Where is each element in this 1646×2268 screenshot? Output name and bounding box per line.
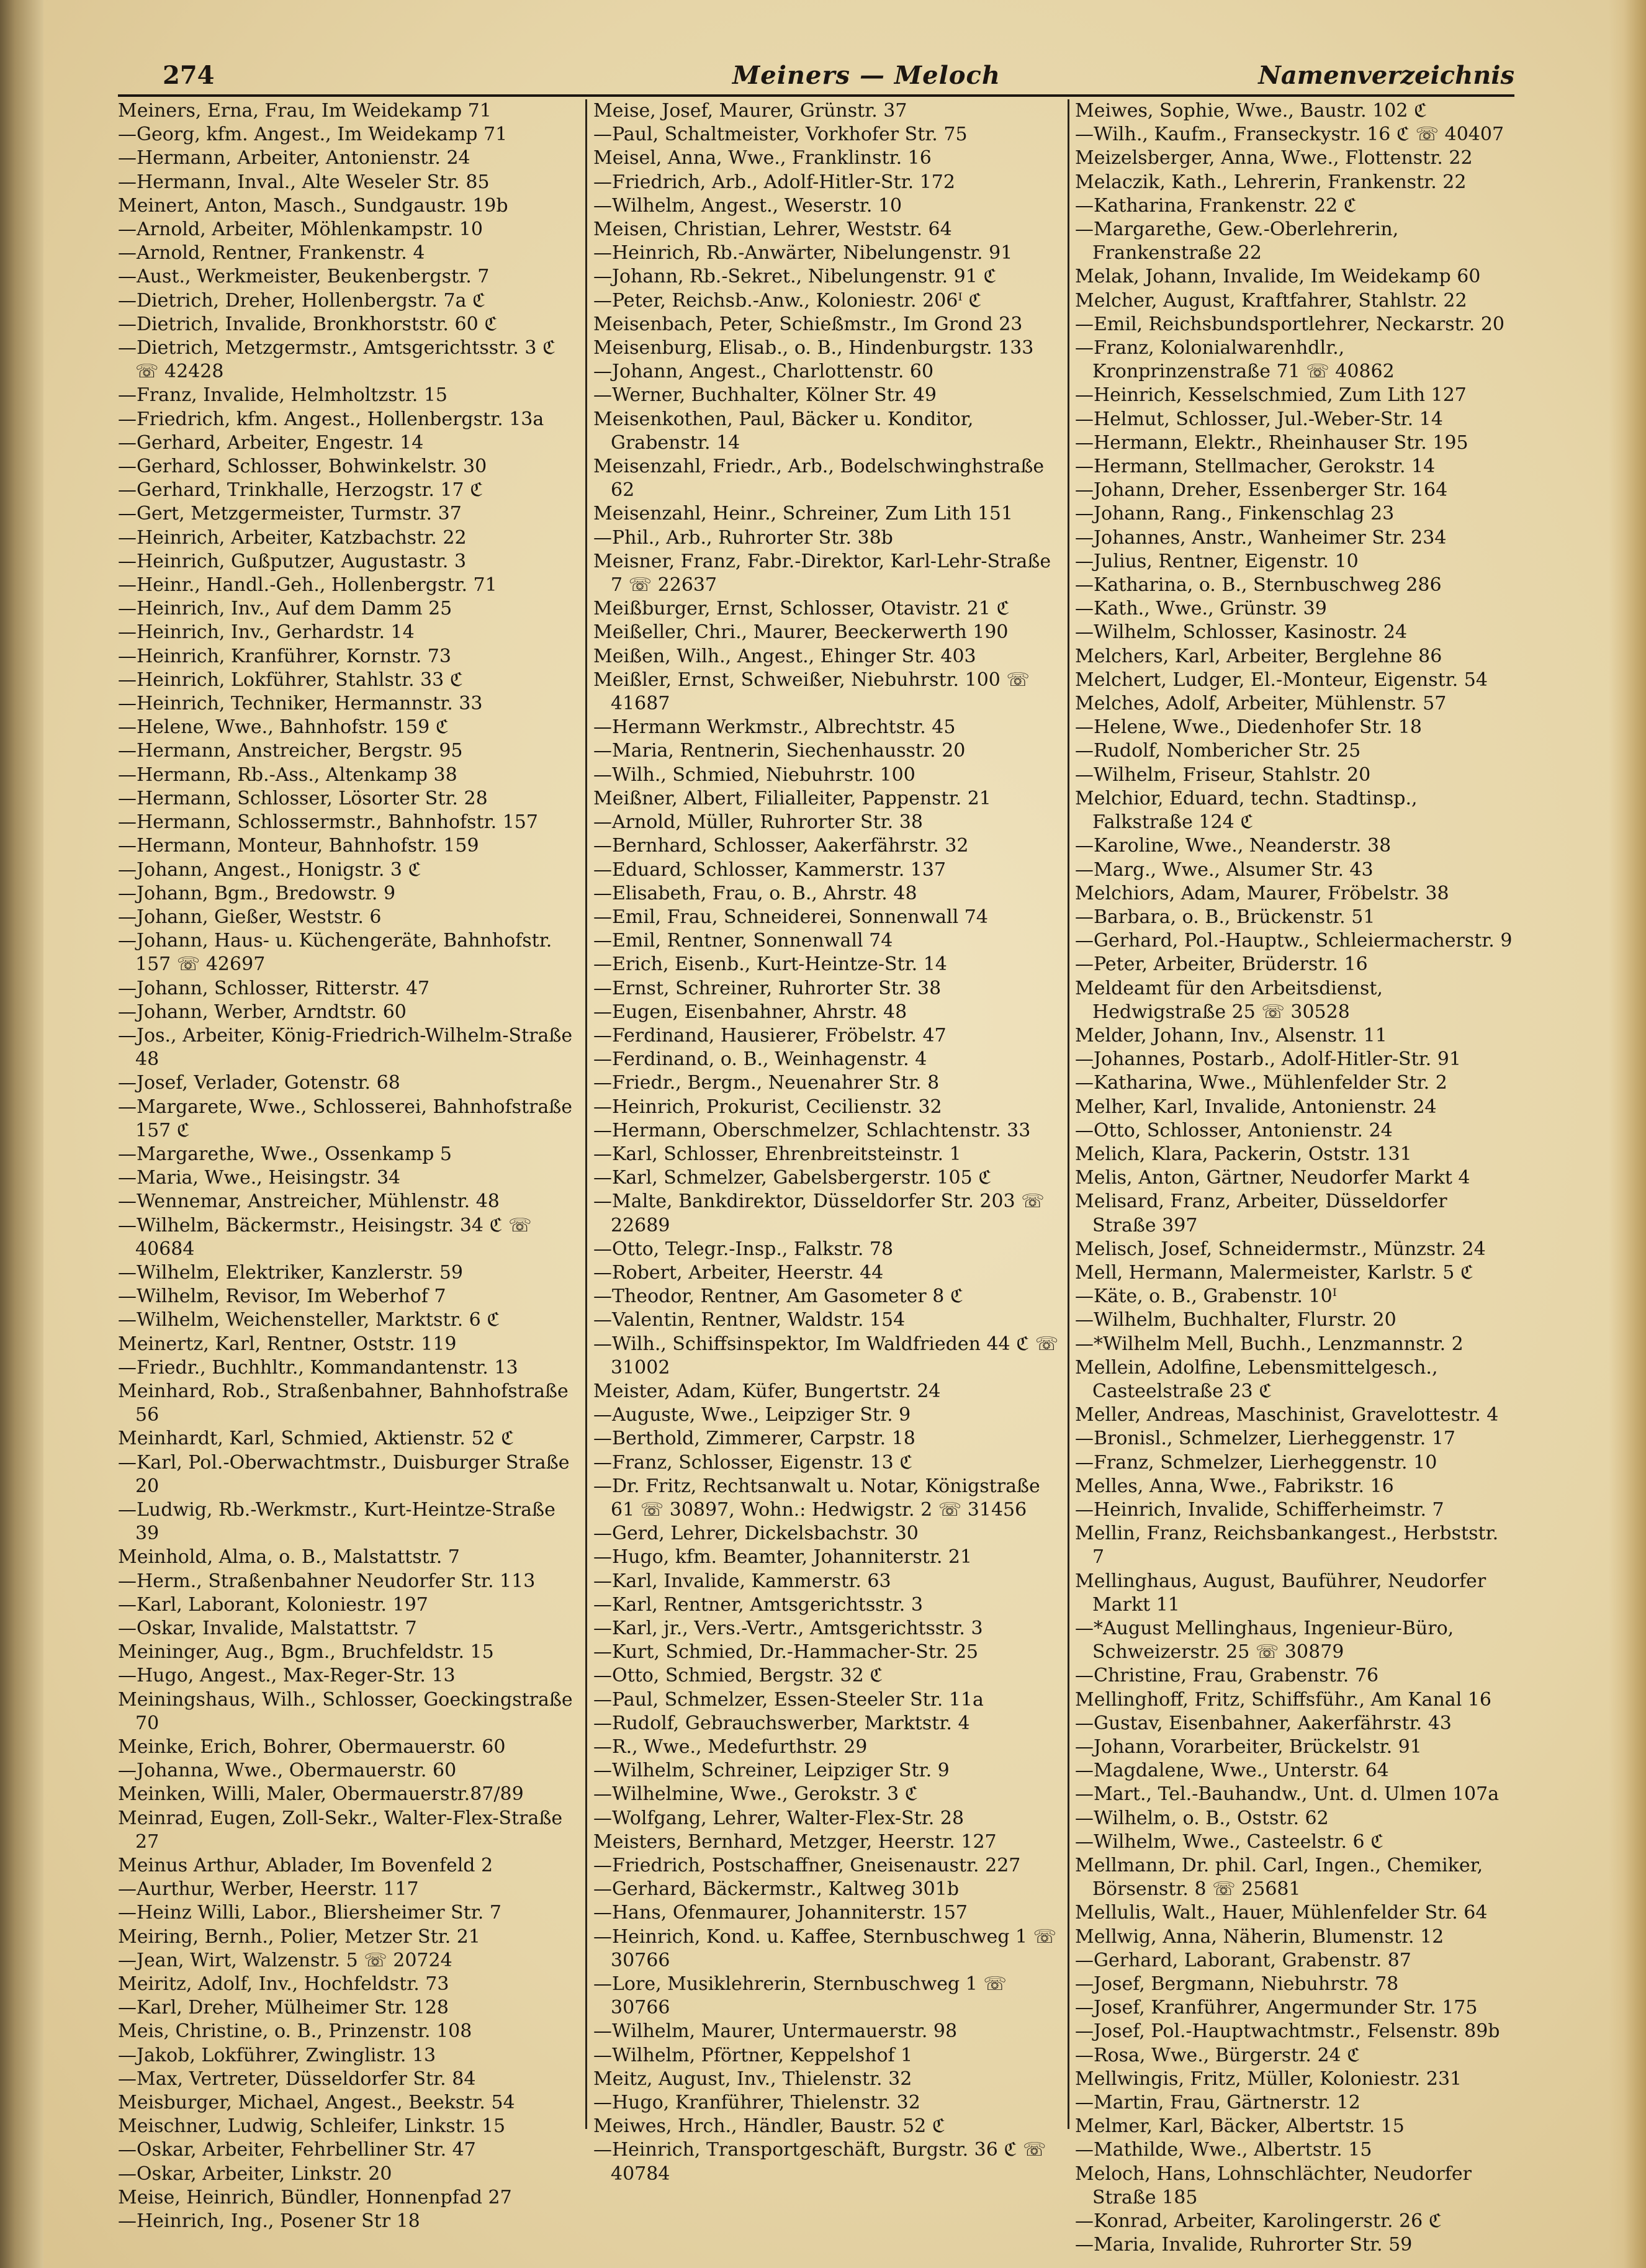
directory-entry: —Hermann, Schlossermstr., Bahnhofstr. 157 bbox=[118, 811, 538, 834]
directory-entry: —Ferdinand, Hausierer, Fröbelstr. 47 bbox=[593, 1024, 947, 1046]
directory-entry: —Margarethe, Wwe., Ossenkamp 5 bbox=[118, 1143, 452, 1165]
directory-entry: —Franz, Kolonialwarenhdlr., Kronprinzenstraße 71 ☏ 40862 bbox=[1075, 337, 1395, 383]
directory-entry: —Heinrich, Transportgeschäft, Burgstr. 36 ℭ ☏ 40784 bbox=[593, 2139, 1046, 2185]
directory-entry: —Oskar, Invalide, Malstattstr. 7 bbox=[118, 1618, 417, 1639]
directory-entry: —Helmut, Schlosser, Jul.-Weber-Str. 14 bbox=[1075, 408, 1443, 430]
directory-entry: —Hermann, Oberschmelzer, Schlachtenstr. 33 bbox=[593, 1119, 1031, 1141]
directory-entry: —Wilhelm, Schreiner, Leipziger Str. 9 bbox=[593, 1760, 950, 1782]
directory-entry: —Karl, Pol.-Oberwachtmstr., Duisburger Straße 20 bbox=[118, 1451, 570, 1497]
directory-columns bbox=[118, 99, 1514, 2256]
directory-entry: —Johannes, Postarb., Adolf-Hitler-Str. 91 bbox=[1075, 1048, 1461, 1071]
directory-entry: —Katharina, o. B., Sternbuschweg 286 bbox=[1075, 574, 1442, 596]
directory-entry: —Paul, Schmelzer, Essen-Steeler Str. 11a bbox=[593, 1688, 984, 1711]
directory-entry: —Hermann, Inval., Alte Weseler Str. 85 bbox=[118, 171, 490, 193]
directory-entry: Melchers, Karl, Arbeiter, Berglehne 86 bbox=[1075, 645, 1442, 667]
directory-entry: —Wilhelm, Buchhalter, Flurstr. 20 bbox=[1075, 1309, 1396, 1331]
directory-entry: —Otto, Schlosser, Antonienstr. 24 bbox=[1075, 1119, 1393, 1141]
directory-entry: Meißner, Albert, Filialleiter, Pappenstr. 21 bbox=[593, 787, 991, 809]
directory-entry: —Paul, Schaltmeister, Vorkhofer Str. 75 bbox=[593, 124, 968, 146]
directory-entry: Meller, Andreas, Maschinist, Gravelottestr. 4 bbox=[1075, 1404, 1499, 1426]
directory-entry: Melis, Anton, Gärtner, Neudorfer Markt 4 bbox=[1075, 1167, 1470, 1189]
directory-entry: —Heinrich, Prokurist, Cecilienstr. 32 bbox=[593, 1096, 942, 1118]
directory-entry: —Dietrich, Metzgermstr., Amtsgerichtsstr. 3 ℭ ☏ 42428 bbox=[118, 337, 556, 383]
directory-entry: Melich, Klara, Packerin, Oststr. 131 bbox=[1075, 1143, 1412, 1165]
directory-entry: Meisenzahl, Heinr., Schreiner, Zum Lith 151 bbox=[593, 503, 1014, 525]
directory-entry: —Ernst, Schreiner, Ruhrorter Str. 38 bbox=[593, 977, 942, 999]
directory-entry: Meizelsberger, Anna, Wwe., Flottenstr. 22 bbox=[1075, 147, 1473, 169]
directory-entry: Meischner, Ludwig, Schleifer, Linkstr. 15 bbox=[118, 2115, 506, 2138]
directory-entry: —Heinrich, Ing., Posener Str 18 bbox=[118, 2210, 420, 2233]
directory-entry: —Mart., Tel.-Bauhandw., Unt. d. Ulmen 107a bbox=[1075, 1783, 1500, 1806]
directory-entry: Meisenburg, Elisab., o. B., Hindenburgstr. 133 bbox=[593, 337, 1034, 359]
directory-entry: —Wilh., Schmied, Niebuhrstr. 100 bbox=[593, 763, 915, 786]
directory-entry: Mellin, Franz, Reichsbankangest., Herbststr. 7 bbox=[1075, 1523, 1499, 1568]
directory-entry: Meißeller, Chri., Maurer, Beeckerwerth 190 bbox=[593, 621, 1009, 644]
directory-entry: —Karl, Rentner, Amtsgerichtsstr. 3 bbox=[593, 1593, 923, 1616]
directory-entry: Meisner, Franz, Fabr.-Direktor, Karl-Lehr-Straße 7 ☏ 22637 bbox=[593, 550, 1051, 596]
directory-entry: —Malte, Bankdirektor, Düsseldorfer Str. 203 ☏ 22689 bbox=[593, 1190, 1045, 1236]
directory-entry: —Heinrich, Invalide, Schifferheimstr. 7 bbox=[1075, 1498, 1444, 1521]
directory-entry: —Wilhelm, Elektriker, Kanzlerstr. 59 bbox=[118, 1261, 464, 1284]
directory-entry: —Emil, Reichsbundsportlehrer, Neckarstr. 20 bbox=[1075, 313, 1505, 335]
directory-entry: —Gustav, Eisenbahner, Aakerfährstr. 43 bbox=[1075, 1712, 1452, 1734]
directory-entry: —Hermann, Anstreicher, Bergstr. 95 bbox=[118, 740, 463, 762]
directory-entry: —Josef, Kranführer, Angermunder Str. 175 bbox=[1075, 1997, 1478, 2019]
directory-entry: —Gerhard, Bäckermstr., Kaltweg 301b bbox=[593, 1878, 960, 1901]
directory-entry: —Jos., Arbeiter, König-Friedrich-Wilhelm-Straße 48 bbox=[118, 1024, 573, 1071]
directory-entry: —Johann, Angest., Honigstr. 3 ℭ bbox=[118, 858, 421, 881]
directory-entry: —Jakob, Lokführer, Zwinglistr. 13 bbox=[118, 2044, 436, 2066]
directory-entry: —*August Mellinghaus, Ingenieur-Büro, Schweizerstr. 25 ☏ 30879 bbox=[1075, 1618, 1454, 1663]
directory-entry: —Johanna, Wwe., Obermauerstr. 60 bbox=[118, 1760, 457, 1782]
running-head: Meiners — Meloch bbox=[732, 61, 1001, 90]
directory-entry: —Hermann, Stellmacher, Gerokstr. 14 bbox=[1075, 456, 1436, 478]
directory-entry: Meister, Adam, Küfer, Bungertstr. 24 bbox=[593, 1380, 941, 1402]
directory-entry: —Franz, Schmelzer, Lierheggenstr. 10 bbox=[1075, 1451, 1437, 1474]
directory-entry: —Hermann Werkmstr., Albrechtstr. 45 bbox=[593, 716, 956, 739]
directory-entry: —Hermann, Monteur, Bahnhofstr. 159 bbox=[118, 835, 479, 857]
directory-entry: —Maria, Wwe., Heisingstr. 34 bbox=[118, 1167, 401, 1189]
directory-entry: —Christine, Frau, Grabenstr. 76 bbox=[1075, 1665, 1379, 1687]
directory-entry: —Auguste, Wwe., Leipziger Str. 9 bbox=[593, 1404, 911, 1426]
directory-entry: —Heinrich, Kond. u. Kaffee, Sternbuschweg 1 ☏ 30766 bbox=[593, 1925, 1057, 1971]
directory-entry: Meinert, Anton, Masch., Sundgaustr. 19b bbox=[118, 194, 508, 217]
directory-entry: —Wilhelm, Friseur, Stahlstr. 20 bbox=[1075, 763, 1371, 786]
directory-entry: —Karl, Schlosser, Ehrenbreitsteinstr. 1 bbox=[593, 1143, 961, 1165]
directory-entry: —Wilhelm, Wwe., Casteelstr. 6 ℭ bbox=[1075, 1830, 1384, 1853]
directory-entry: —Arnold, Müller, Ruhrorter Str. 38 bbox=[593, 811, 923, 834]
directory-entry: Meinken, Willi, Maler, Obermauerstr.87/89 bbox=[118, 1783, 524, 1806]
directory-entry: —Heinz Willi, Labor., Bliersheimer Str. 7 bbox=[118, 1902, 501, 1924]
directory-entry: Meisen, Christian, Lehrer, Weststr. 64 bbox=[593, 218, 952, 241]
column-3 bbox=[1075, 99, 1514, 2256]
directory-entry: —Hermann, Elektr., Rheinhauser Str. 195 bbox=[1075, 431, 1468, 454]
directory-entry: Meise, Josef, Maurer, Grünstr. 37 bbox=[593, 100, 907, 122]
directory-entry: —Hans, Ofenmaurer, Johanniterstr. 157 bbox=[593, 1902, 968, 1924]
directory-entry: —Heinrich, Kranführer, Kornstr. 73 bbox=[118, 645, 451, 667]
directory-entry: —Martin, Frau, Gärtnerstr. 12 bbox=[1075, 2092, 1360, 2114]
directory-entry: —Herm., Straßenbahner Neudorfer Str. 113 bbox=[118, 1570, 536, 1592]
directory-entry: Melak, Johann, Invalide, Im Weidekamp 60 bbox=[1075, 266, 1481, 288]
directory-entry: —*Wilhelm Mell, Buchh., Lenzmannstr. 2 bbox=[1075, 1333, 1464, 1355]
directory-entry: —Aust., Werkmeister, Beukenbergstr. 7 bbox=[118, 266, 490, 288]
directory-entry: Meiningshaus, Wilh., Schlosser, Goeckingstraße 70 bbox=[118, 1688, 573, 1734]
directory-entry: Melmer, Karl, Bäcker, Albertstr. 15 bbox=[1075, 2115, 1405, 2138]
directory-entry: —Hermann, Rb.-Ass., Altenkamp 38 bbox=[118, 763, 457, 786]
directory-entry: —Erich, Eisenb., Kurt-Heintze-Str. 14 bbox=[593, 953, 947, 976]
directory-entry: Mellwig, Anna, Näherin, Blumenstr. 12 bbox=[1075, 1925, 1444, 1948]
directory-entry: Meißburger, Ernst, Schlosser, Otavistr. 21 ℭ bbox=[593, 598, 1010, 620]
directory-entry: —Heinrich, Techniker, Hermannstr. 33 bbox=[118, 693, 483, 715]
directory-entry: —Franz, Invalide, Helmholtzstr. 15 bbox=[118, 384, 448, 407]
directory-entry: —Heinrich, Arbeiter, Katzbachstr. 22 bbox=[118, 526, 467, 549]
directory-entry: —Phil., Arb., Ruhrorter Str. 38b bbox=[593, 526, 893, 549]
directory-entry: —Gerhard, Pol.-Hauptw., Schleiermacherstr. 9 bbox=[1075, 930, 1513, 952]
directory-entry: Meißen, Wilh., Angest., Ehinger Str. 403 bbox=[593, 645, 976, 667]
directory-entry: —Josef, Verlader, Gotenstr. 68 bbox=[118, 1072, 400, 1094]
directory-entry: —Werner, Buchhalter, Kölner Str. 49 bbox=[593, 384, 937, 407]
page-edge bbox=[1609, 0, 1646, 2268]
directory-entry: —Wilhelm, Schlosser, Kasinostr. 24 bbox=[1075, 621, 1408, 644]
directory-entry: —Hermann, Arbeiter, Antonienstr. 24 bbox=[118, 147, 470, 169]
directory-entry: —Max, Vertreter, Düsseldorfer Str. 84 bbox=[118, 2068, 476, 2090]
directory-entry: —Oskar, Arbeiter, Fehrbelliner Str. 47 bbox=[118, 2139, 476, 2161]
directory-entry: —Peter, Reichsb.-Anw., Koloniestr. 206ᴵ ℭ bbox=[593, 289, 982, 312]
directory-entry: Meiwes, Sophie, Wwe., Baustr. 102 ℭ bbox=[1075, 100, 1428, 122]
directory-entry: Meitz, August, Inv., Thielenstr. 32 bbox=[593, 2068, 912, 2090]
directory-entry: —Karl, Laborant, Koloniestr. 197 bbox=[118, 1593, 428, 1616]
directory-entry: —Maria, Rentnerin, Siechenhausstr. 20 bbox=[593, 740, 966, 762]
directory-entry: Melles, Anna, Wwe., Fabrikstr. 16 bbox=[1075, 1475, 1394, 1497]
directory-entry: —Valentin, Rentner, Waldstr. 154 bbox=[593, 1309, 906, 1331]
directory-entry: Meinhard, Rob., Straßenbahner, Bahnhofstraße 56 bbox=[118, 1380, 569, 1426]
directory-entry: Melches, Adolf, Arbeiter, Mühlenstr. 57 bbox=[1075, 693, 1447, 715]
directory-entry: —Josef, Pol.-Hauptwachtmstr., Felsenstr. 89b bbox=[1075, 2020, 1500, 2043]
directory-entry: —Rudolf, Gebrauchswerber, Marktstr. 4 bbox=[593, 1712, 970, 1734]
directory-entry: —Käte, o. B., Grabenstr. 10ᴵ bbox=[1075, 1285, 1338, 1308]
directory-entry: —Friedr., Buchhltr., Kommandantenstr. 13 bbox=[118, 1356, 518, 1379]
directory-entry: —Karl, Schmelzer, Gabelsbergerstr. 105 ℭ bbox=[593, 1167, 992, 1189]
directory-entry: Meinhold, Alma, o. B., Malstattstr. 7 bbox=[118, 1546, 460, 1568]
directory-entry: Meisburger, Michael, Angest., Beekstr. 54 bbox=[118, 2092, 515, 2114]
directory-entry: Meißler, Ernst, Schweißer, Niebuhrstr. 100 ☏ 41687 bbox=[593, 668, 1030, 715]
directory-entry: —Robert, Arbeiter, Heerstr. 44 bbox=[593, 1261, 884, 1284]
directory-entry: —Hugo, Angest., Max-Reger-Str. 13 bbox=[118, 1665, 456, 1687]
directory-entry: —Friedrich, Postschaffner, Gneisenaustr. 227 bbox=[593, 1855, 1021, 1877]
directory-entry: —Oskar, Arbeiter, Linkstr. 20 bbox=[118, 2162, 392, 2185]
directory-entry: Mell, Hermann, Malermeister, Karlstr. 5 ℭ bbox=[1075, 1261, 1473, 1284]
directory-entry: —Wilhelm, Revisor, Im Weberhof 7 bbox=[118, 1285, 446, 1308]
directory-entry: Mellulis, Walt., Hauer, Mühlenfelder Str. 64 bbox=[1075, 1902, 1488, 1924]
directory-entry: Meininger, Aug., Bgm., Bruchfeldstr. 15 bbox=[118, 1641, 494, 1663]
directory-entry: Meinke, Erich, Bohrer, Obermauerstr. 60 bbox=[118, 1736, 506, 1758]
directory-entry: —Otto, Telegr.-Insp., Falkstr. 78 bbox=[593, 1238, 894, 1260]
directory-entry: —Hermann, Schlosser, Lösorter Str. 28 bbox=[118, 787, 488, 809]
directory-entry: —Ludwig, Rb.-Werkmstr., Kurt-Heintze-Straße 39 bbox=[118, 1498, 555, 1545]
directory-entry: —Eduard, Schlosser, Kammerstr. 137 bbox=[593, 858, 947, 881]
directory-entry: —Heinrich, Gußputzer, Augustastr. 3 bbox=[118, 550, 467, 572]
directory-entry: —Georg, kfm. Angest., Im Weidekamp 71 bbox=[118, 124, 508, 146]
directory-entry: Meinus Arthur, Ablader, Im Bovenfeld 2 bbox=[118, 1855, 493, 1877]
directory-entry: Meinrad, Eugen, Zoll-Sekr., Walter-Flex-Straße 27 bbox=[118, 1807, 563, 1853]
directory-entry: Mellmann, Dr. phil. Carl, Ingen., Chemiker, Börsenstr. 8 ☏ 25681 bbox=[1075, 1855, 1483, 1901]
directory-entry: —Karl, Invalide, Kammerstr. 63 bbox=[593, 1570, 891, 1592]
directory-entry: —Jean, Wirt, Walzenstr. 5 ☏ 20724 bbox=[118, 1949, 452, 1971]
page-number: 274 bbox=[163, 61, 215, 90]
directory-entry: —Johann, Vorarbeiter, Brückelstr. 91 bbox=[1075, 1736, 1422, 1758]
directory-entry: —Heinr., Handl.-Geh., Hollenbergstr. 71 bbox=[118, 574, 497, 596]
section-title: Namenverzeichnis bbox=[1258, 61, 1514, 90]
directory-entry: —Johann, Schlosser, Ritterstr. 47 bbox=[118, 977, 430, 999]
directory-entry: —Wilhelmine, Wwe., Gerokstr. 3 ℭ bbox=[593, 1783, 918, 1806]
directory-entry: —Johann, Werber, Arndtstr. 60 bbox=[118, 1001, 407, 1023]
directory-entry: —Kath., Wwe., Grünstr. 39 bbox=[1075, 598, 1327, 620]
directory-entry: Melchior, Eduard, techn. Stadtinsp., Falkstraße 124 ℭ bbox=[1075, 787, 1418, 834]
directory-entry: —Friedrich, Arb., Adolf-Hitler-Str. 172 bbox=[593, 171, 955, 193]
directory-entry: Meiring, Bernh., Polier, Metzer Str. 21 bbox=[118, 1925, 480, 1948]
directory-entry: —Maria, Invalide, Ruhrorter Str. 59 bbox=[1075, 2234, 1413, 2256]
directory-entry: —Johannes, Anstr., Wanheimer Str. 234 bbox=[1075, 526, 1447, 549]
directory-entry: —Elisabeth, Frau, o. B., Ahrstr. 48 bbox=[593, 882, 917, 904]
directory-entry: Melaczik, Kath., Lehrerin, Frankenstr. 22 bbox=[1075, 171, 1467, 193]
directory-entry: —Wennemar, Anstreicher, Mühlenstr. 48 bbox=[118, 1190, 500, 1213]
page-header bbox=[118, 57, 1514, 97]
directory-entry: —Josef, Bergmann, Niebuhrstr. 78 bbox=[1075, 1973, 1399, 1996]
directory-entry: —Karl, Dreher, Mülheimer Str. 128 bbox=[118, 1997, 449, 2019]
directory-entry: Meisenkothen, Paul, Bäcker u. Konditor, Grabenstr. 14 bbox=[593, 408, 974, 454]
directory-entry: —Friedrich, kfm. Angest., Hollenbergstr. 13a bbox=[118, 408, 544, 430]
directory-entry: —Wilhelm, Bäckermstr., Heisingstr. 34 ℭ ☏ 40684 bbox=[118, 1214, 532, 1260]
directory-entry: —Rudolf, Nombericher Str. 25 bbox=[1075, 740, 1361, 762]
directory-entry: —Konrad, Arbeiter, Karolingerstr. 26 ℭ bbox=[1075, 2210, 1442, 2233]
directory-entry: Meiritz, Adolf, Inv., Hochfeldstr. 73 bbox=[118, 1973, 449, 1996]
directory-entry: Meloch, Hans, Lohnschlächter, Neudorfer Straße 185 bbox=[1075, 2162, 1472, 2208]
directory-entry: —Bernhard, Schlosser, Aakerfährstr. 32 bbox=[593, 835, 969, 857]
directory-entry: —Margarete, Wwe., Schlosserei, Bahnhofstraße 157 ℭ bbox=[118, 1096, 573, 1141]
binding-edge bbox=[0, 0, 43, 2268]
directory-entry: —Ferdinand, o. B., Weinhagenstr. 4 bbox=[593, 1048, 927, 1071]
directory-entry: —Helene, Wwe., Bahnhofstr. 159 ℭ bbox=[118, 716, 449, 739]
directory-entry: Melcher, August, Kraftfahrer, Stahlstr. 22 bbox=[1075, 289, 1467, 312]
directory-entry: —Kurt, Schmied, Dr.-Hammacher-Str. 25 bbox=[593, 1641, 979, 1663]
directory-entry: —Heinrich, Rb.-Anwärter, Nibelungenstr. 91 bbox=[593, 242, 1013, 264]
directory-entry: —Wilhelm, Maurer, Untermauerstr. 98 bbox=[593, 2020, 958, 2043]
directory-entry: —Dr. Fritz, Rechtsanwalt u. Notar, Königstraße 61 ☏ 30897, Wohn.: Hedwigstr. 2 ☏ 31456 bbox=[593, 1475, 1040, 1521]
directory-entry: —Johann, Bgm., Bredowstr. 9 bbox=[118, 882, 396, 904]
directory-entry: —Magdalene, Wwe., Unterstr. 64 bbox=[1075, 1760, 1389, 1782]
directory-entry: Mellinghaus, August, Bauführer, Neudorfer Markt 11 bbox=[1075, 1570, 1486, 1616]
directory-entry: —Arnold, Arbeiter, Möhlenkampstr. 10 bbox=[118, 218, 483, 241]
directory-entry: —Rosa, Wwe., Bürgerstr. 24 ℭ bbox=[1075, 2044, 1360, 2066]
directory-entry: —Wilh., Kaufm., Franseckystr. 16 ℭ ☏ 40407 bbox=[1075, 124, 1504, 146]
directory-entry: Meinertz, Karl, Rentner, Oststr. 119 bbox=[118, 1333, 457, 1355]
directory-entry: —Johann, Angest., Charlottenstr. 60 bbox=[593, 361, 934, 383]
directory-entry: —Johann, Gießer, Weststr. 6 bbox=[118, 906, 382, 928]
directory-entry: —Wolfgang, Lehrer, Walter-Flex-Str. 28 bbox=[593, 1807, 965, 1829]
directory-entry: Melchert, Ludger, El.-Monteur, Eigenstr. 54 bbox=[1075, 668, 1488, 691]
directory-entry: —Wilhelm, Pförtner, Keppelshof 1 bbox=[593, 2044, 913, 2066]
directory-entry: —Otto, Schmied, Bergstr. 32 ℭ bbox=[593, 1665, 883, 1687]
directory-entry: —Gerhard, Arbeiter, Engestr. 14 bbox=[118, 431, 424, 454]
directory-entry: —Bronisl., Schmelzer, Lierheggenstr. 17 bbox=[1075, 1428, 1456, 1450]
directory-entry: Meisel, Anna, Wwe., Franklinstr. 16 bbox=[593, 147, 932, 169]
directory-entry: —Johann, Rb.-Sekret., Nibelungenstr. 91 ℭ bbox=[593, 266, 997, 288]
directory-entry: —Heinrich, Inv., Auf dem Damm 25 bbox=[118, 598, 452, 620]
directory-entry: —Heinrich, Inv., Gerhardstr. 14 bbox=[118, 621, 415, 644]
directory-entry: —Aurthur, Werber, Heerstr. 117 bbox=[118, 1878, 419, 1901]
directory-entry: —R., Wwe., Medefurthstr. 29 bbox=[593, 1736, 868, 1758]
directory-entry: —Peter, Arbeiter, Brüderstr. 16 bbox=[1075, 953, 1368, 976]
directory-entry: —Margarethe, Gew.-Oberlehrerin, Frankenstraße 22 bbox=[1075, 218, 1399, 264]
directory-entry: —Wilh., Schiffsinspektor, Im Waldfrieden 44 ℭ ☏ 31002 bbox=[593, 1333, 1059, 1379]
column-divider bbox=[1068, 99, 1069, 2129]
directory-entry: Meiners, Erna, Frau, Im Weidekamp 71 bbox=[118, 100, 492, 122]
directory-entry: —Gerhard, Schlosser, Bohwinkelstr. 30 bbox=[118, 456, 487, 478]
directory-entry: —Gert, Metzgermeister, Turmstr. 37 bbox=[118, 503, 462, 525]
directory-entry: Melder, Johann, Inv., Alsenstr. 11 bbox=[1075, 1024, 1387, 1046]
directory-entry: —Wilhelm, o. B., Oststr. 62 bbox=[1075, 1807, 1329, 1829]
directory-entry: —Helene, Wwe., Diedenhofer Str. 18 bbox=[1075, 716, 1422, 739]
directory-entry: —Mathilde, Wwe., Albertstr. 15 bbox=[1075, 2139, 1372, 2161]
directory-entry: Meis, Christine, o. B., Prinzenstr. 108 bbox=[118, 2020, 472, 2043]
directory-entry: Mellinghoff, Fritz, Schiffsführ., Am Kanal 16 bbox=[1075, 1688, 1492, 1711]
directory-entry: —Emil, Rentner, Sonnenwall 74 bbox=[593, 930, 893, 952]
column-1 bbox=[118, 99, 577, 2233]
directory-entry: Melisch, Josef, Schneidermstr., Münzstr. 24 bbox=[1075, 1238, 1486, 1260]
directory-entry: —Johann, Haus- u. Küchengeräte, Bahnhofstr. 157 ☏ 42697 bbox=[118, 930, 552, 976]
directory-entry: —Dietrich, Dreher, Hollenbergstr. 7a ℭ bbox=[118, 289, 486, 312]
directory-entry: —Gerd, Lehrer, Dickelsbachstr. 30 bbox=[593, 1523, 919, 1545]
directory-entry: Meiwes, Hrch., Händler, Baustr. 52 ℭ bbox=[593, 2115, 945, 2138]
directory-entry: Melher, Karl, Invalide, Antonienstr. 24 bbox=[1075, 1096, 1437, 1118]
directory-entry: Meinhardt, Karl, Schmied, Aktienstr. 52 ℭ bbox=[118, 1428, 515, 1450]
directory-entry: Meisters, Bernhard, Metzger, Heerstr. 127 bbox=[593, 1830, 997, 1853]
directory-entry: —Julius, Rentner, Eigenstr. 10 bbox=[1075, 550, 1359, 572]
directory-entry: Mellein, Adolfine, Lebensmittelgesch., Casteelstraße 23 ℭ bbox=[1075, 1356, 1438, 1402]
directory-entry: —Heinrich, Kesselschmied, Zum Lith 127 bbox=[1075, 384, 1467, 407]
directory-entry: —Johann, Rang., Finkenschlag 23 bbox=[1075, 503, 1395, 525]
directory-entry: Meldeamt für den Arbeitsdienst, Hedwigstraße 25 ☏ 30528 bbox=[1075, 977, 1383, 1023]
directory-entry: —Katharina, Wwe., Mühlenfelder Str. 2 bbox=[1075, 1072, 1447, 1094]
directory-entry: —Friedr., Bergm., Neuenahrer Str. 8 bbox=[593, 1072, 940, 1094]
directory-entry: Meise, Heinrich, Bündler, Honnenpfad 27 bbox=[118, 2186, 512, 2208]
directory-entry: —Franz, Schlosser, Eigenstr. 13 ℭ bbox=[593, 1451, 913, 1474]
directory-entry: —Katharina, Frankenstr. 22 ℭ bbox=[1075, 194, 1357, 217]
directory-entry: —Arnold, Rentner, Frankenstr. 4 bbox=[118, 242, 425, 264]
directory-entry: Mellwingis, Fritz, Müller, Koloniestr. 231 bbox=[1075, 2068, 1462, 2090]
column-divider bbox=[585, 99, 587, 2129]
directory-entry: —Karoline, Wwe., Neanderstr. 38 bbox=[1075, 835, 1392, 857]
directory-entry: —Barbara, o. B., Brückenstr. 51 bbox=[1075, 906, 1375, 928]
directory-entry: —Johann, Dreher, Essenberger Str. 164 bbox=[1075, 479, 1448, 502]
column-2 bbox=[593, 99, 1060, 2185]
directory-entry: Meisenzahl, Friedr., Arb., Bodelschwinghstraße 62 bbox=[593, 456, 1045, 502]
directory-entry: Melchiors, Adam, Maurer, Fröbelstr. 38 bbox=[1075, 882, 1449, 904]
directory-entry: —Gerhard, Laborant, Grabenstr. 87 bbox=[1075, 1949, 1411, 1971]
directory-entry: —Karl, jr., Vers.-Vertr., Amtsgerichtsstr. 3 bbox=[593, 1618, 983, 1639]
directory-entry: —Theodor, Rentner, Am Gasometer 8 ℭ bbox=[593, 1285, 964, 1308]
directory-entry: —Wilhelm, Weichensteller, Marktstr. 6 ℭ bbox=[118, 1309, 500, 1331]
directory-entry: —Hugo, kfm. Beamter, Johanniterstr. 21 bbox=[593, 1546, 973, 1568]
directory-entry: —Heinrich, Lokführer, Stahlstr. 33 ℭ bbox=[118, 668, 463, 691]
directory-entry: —Berthold, Zimmerer, Carpstr. 18 bbox=[593, 1428, 915, 1450]
directory-entry: —Dietrich, Invalide, Bronkhorststr. 60 ℭ bbox=[118, 313, 498, 335]
directory-entry: —Wilhelm, Angest., Weserstr. 10 bbox=[593, 194, 902, 217]
directory-entry: —Eugen, Eisenbahner, Ahrstr. 48 bbox=[593, 1001, 907, 1023]
directory-entry: —Marg., Wwe., Alsumer Str. 43 bbox=[1075, 858, 1374, 881]
directory-entry: Melisard, Franz, Arbeiter, Düsseldorfer Straße 397 bbox=[1075, 1190, 1447, 1236]
directory-entry: —Lore, Musiklehrerin, Sternbuschweg 1 ☏ 30766 bbox=[593, 1973, 1007, 2019]
directory-entry: —Hugo, Kranführer, Thielenstr. 32 bbox=[593, 2092, 920, 2114]
directory-entry: —Emil, Frau, Schneiderei, Sonnenwall 74 bbox=[593, 906, 988, 928]
directory-entry: Meisenbach, Peter, Schießmstr., Im Grond 23 bbox=[593, 313, 1023, 335]
directory-entry: —Gerhard, Trinkhalle, Herzogstr. 17 ℭ bbox=[118, 479, 483, 502]
